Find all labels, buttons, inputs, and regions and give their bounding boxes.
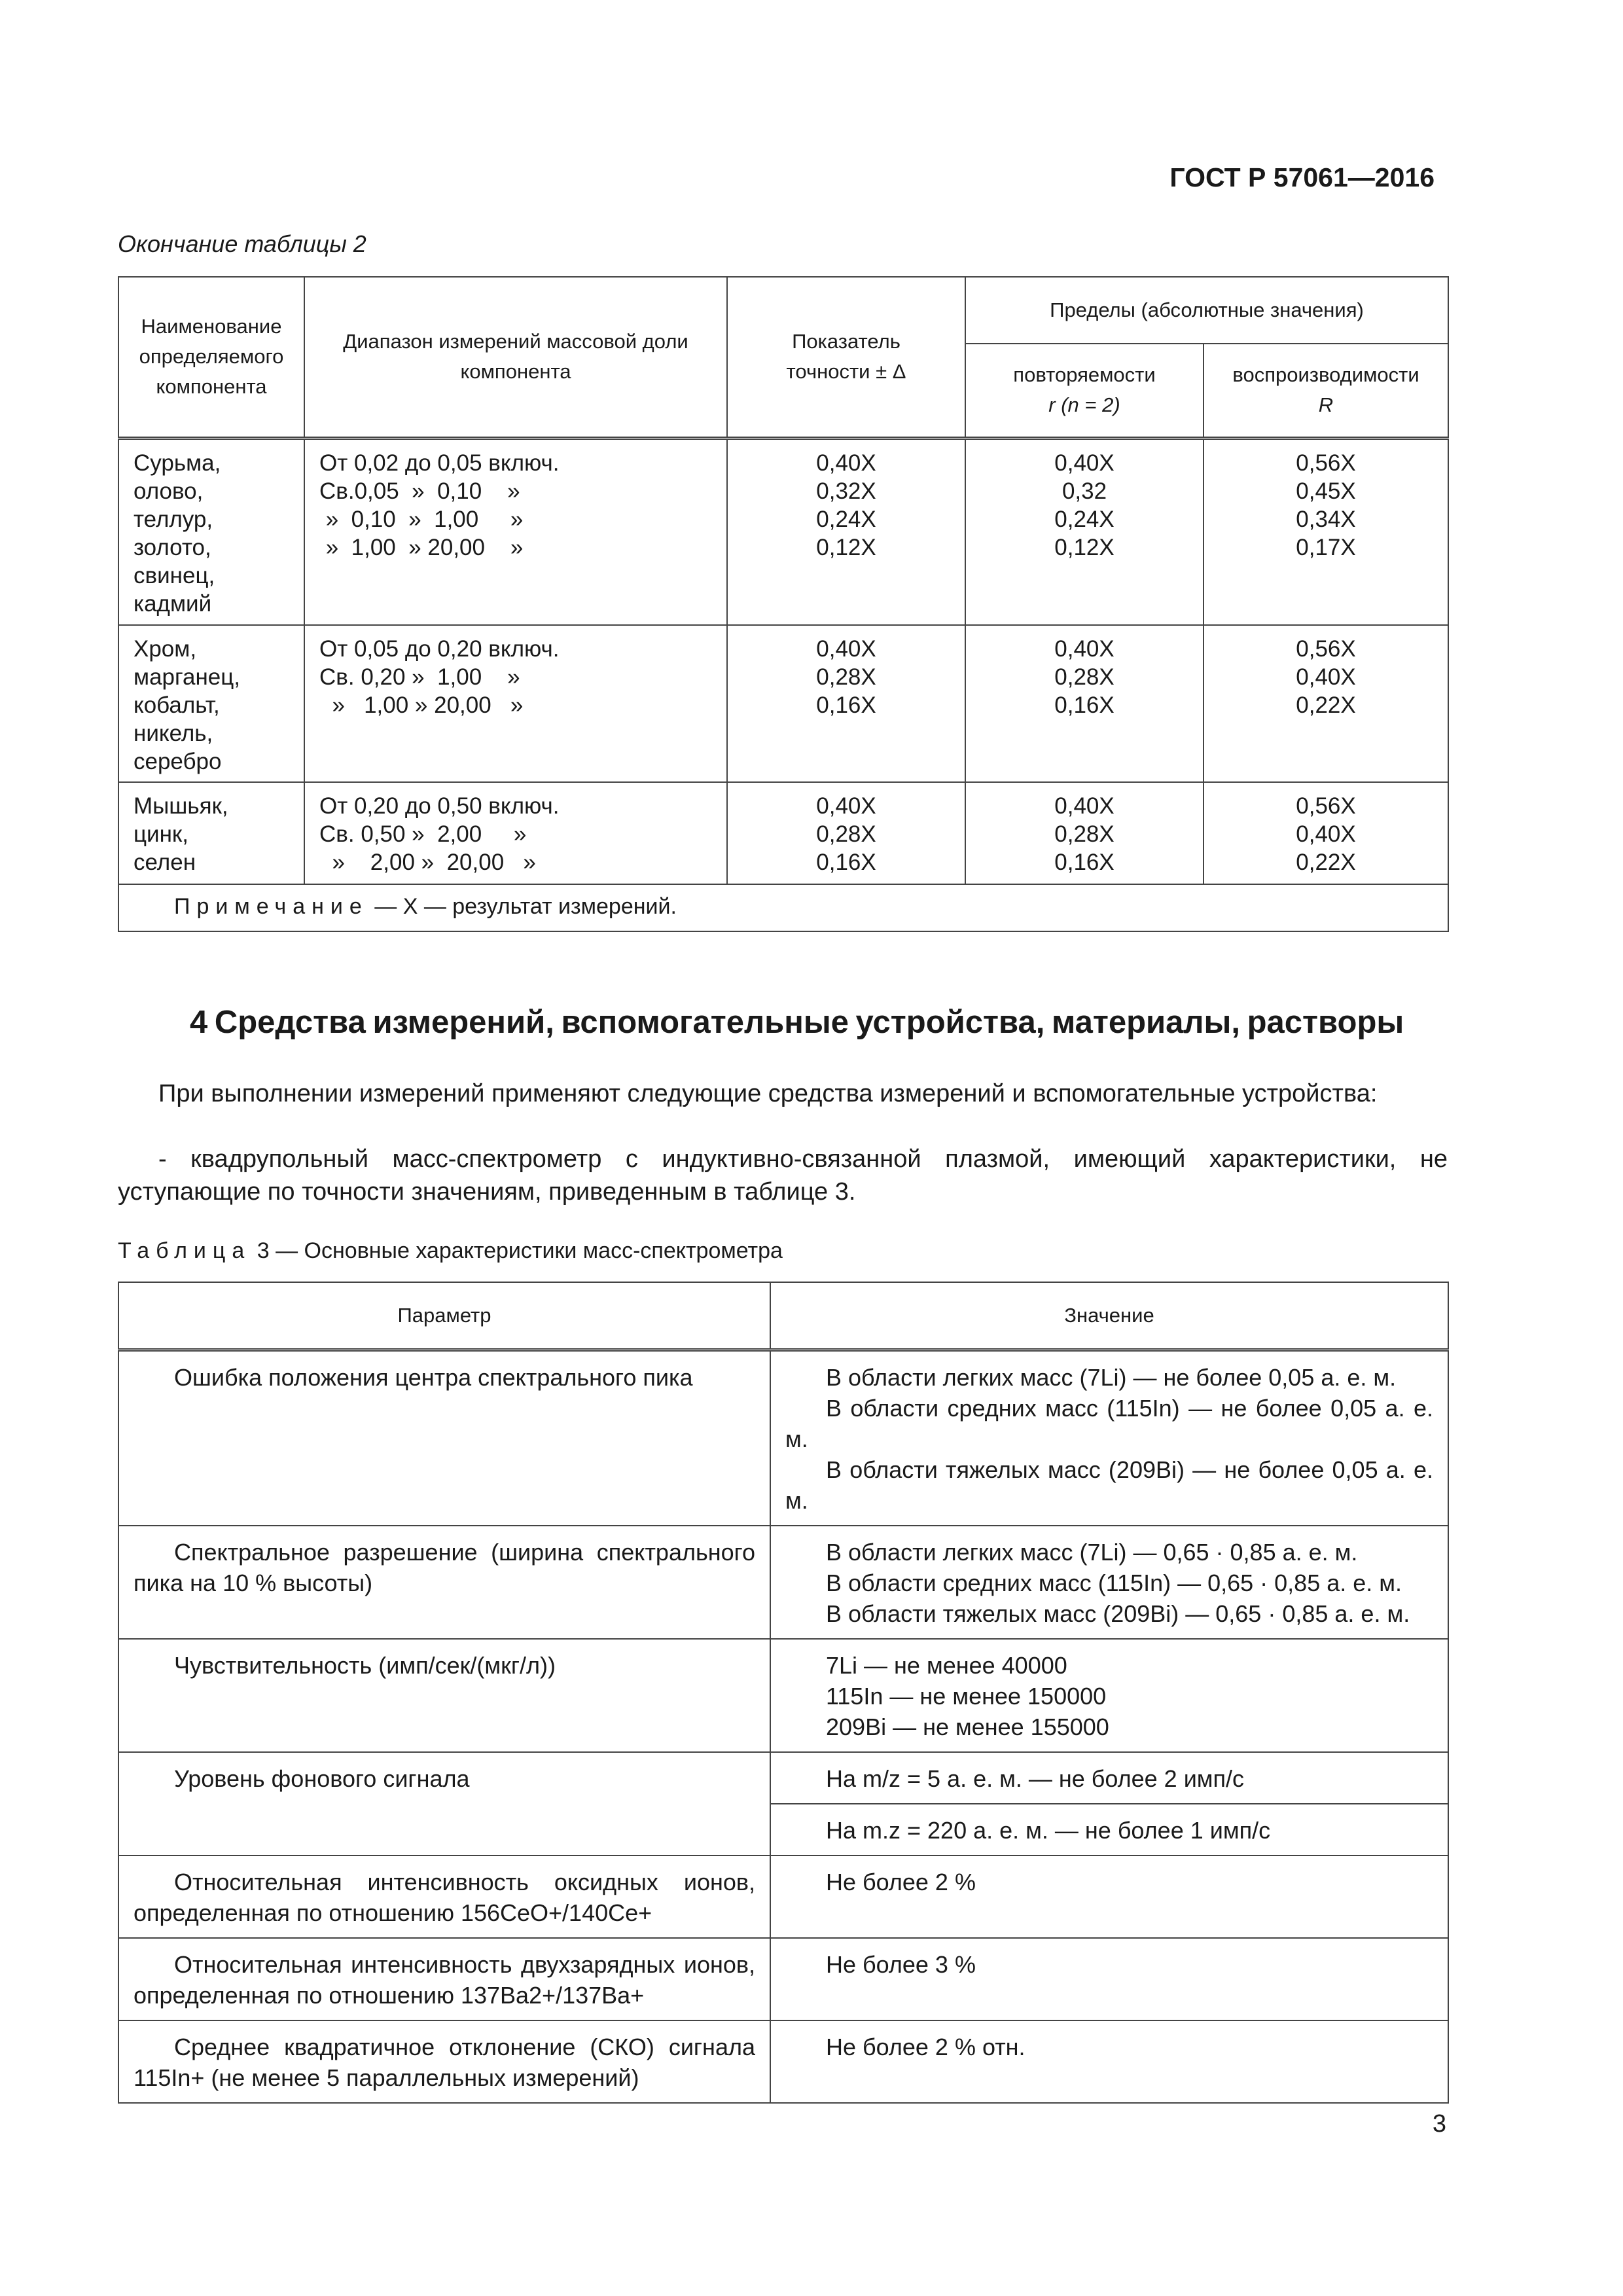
repeatability-cell: 0,40X 0,28X 0,16X bbox=[965, 782, 1204, 884]
range-cell: От 0,20 до 0,50 включ. Св. 0,50 » 2,00 » » 2,00 » 20,00 » bbox=[304, 782, 727, 884]
parameter-text: Среднее квадратичное отклонение (СКО) сигнала 115In+ (не менее 5 параллельных измерений) bbox=[134, 2034, 755, 2091]
accuracy-cell: 0,40X 0,28X 0,16X bbox=[727, 625, 965, 782]
value-cell: Не более 3 % bbox=[770, 1938, 1448, 2020]
value-line: В области тяжелых масс (209Bi) — не более 0,05 а. е. м. bbox=[785, 1456, 1433, 1514]
component-name-cell: Мышьяк, цинк, селен bbox=[118, 782, 304, 884]
table-row bbox=[118, 1752, 1448, 1804]
section-heading: 4 Средства измерений, вспомогательные устройства, материалы, растворы bbox=[190, 1005, 1404, 1040]
table-2 bbox=[118, 276, 1449, 932]
value-line: В области легких масс (7Li) — не более 0,05 а. е. м. bbox=[826, 1364, 1397, 1391]
parameter-text: Относительная интенсивность оксидных ионов, определенная по отношению 156CeO+/140Ce+ bbox=[134, 1869, 755, 1926]
reproducibility-symbol: R bbox=[1318, 393, 1334, 417]
parameter-text: Чувствительность (имп/сек/(мкг/л)) bbox=[174, 1652, 556, 1679]
repeatability-symbol: r (n = 2) bbox=[1048, 393, 1120, 417]
parameter-cell bbox=[118, 2020, 770, 2103]
paragraph bbox=[118, 1143, 1448, 1208]
note-label: Примечание bbox=[174, 894, 368, 919]
table-3 bbox=[118, 1282, 1449, 2104]
repeatability-cell: 0,40X 0,32 0,24X 0,12X bbox=[965, 438, 1204, 625]
repeatability-cell: 0,40X 0,28X 0,16X bbox=[965, 625, 1204, 782]
value-cell bbox=[770, 1639, 1448, 1752]
table-row bbox=[118, 1856, 1448, 1938]
table-row bbox=[118, 1639, 1448, 1752]
note-text: — X — результат измерений. bbox=[368, 894, 677, 919]
table-row bbox=[118, 1526, 1448, 1639]
parameter-text: Спектральное разрешение (ширина спектрального пика на 10 % высоты) bbox=[134, 1539, 755, 1596]
table-caption bbox=[118, 1238, 783, 1264]
parameter-text: Относительная интенсивность двухзарядных ионов, определенная по отношению 137Ba2+/137Ba+ bbox=[134, 1951, 755, 2009]
value-cell: На m/z = 5 а. е. м. — не более 2 имп/с bbox=[770, 1752, 1448, 1804]
caption-text: 3 — Основные характеристики масс-спектрометра bbox=[251, 1238, 783, 1263]
value-line: В области средних масс (115In) — 0,65 · 0,85 а. е. м. bbox=[826, 1570, 1402, 1596]
table-row bbox=[118, 625, 1448, 782]
parameter-cell bbox=[118, 1856, 770, 1938]
range-cell: От 0,05 до 0,20 включ. Св. 0,20 » 1,00 » » 1,00 » 20,00 » bbox=[304, 625, 727, 782]
parameter-text: Ошибка положения центра спектрального пика bbox=[174, 1364, 693, 1391]
paragraph-text: При выполнении измерений применяют следующие средства измерений и вспомогательные устройства: bbox=[158, 1080, 1378, 1107]
reproducibility-cell: 0,56X 0,40X 0,22X bbox=[1204, 782, 1448, 884]
value-cell bbox=[770, 1350, 1448, 1526]
value-line: 115In — не менее 150000 bbox=[826, 1683, 1107, 1710]
parameter-cell bbox=[118, 1350, 770, 1526]
header-parameter: Параметр bbox=[118, 1282, 770, 1350]
table-row bbox=[118, 2020, 1448, 2103]
header-component-name: Наименование определяемого компонента bbox=[118, 277, 304, 438]
page-number: 3 bbox=[1432, 2110, 1446, 2138]
header-limits: Пределы (абсолютные значения) bbox=[965, 277, 1448, 344]
table-row bbox=[118, 1938, 1448, 2020]
value-line: 7Li — не менее 40000 bbox=[826, 1652, 1067, 1679]
header-range: Диапазон измерений массовой доли компонента bbox=[304, 277, 727, 438]
paragraph-text: - квадрупольный масс-спектрометр с индуктивно-связанной плазмой, имеющий характеристики, не уступающие по точности значениям, приведенным в таблице 3. bbox=[118, 1145, 1448, 1206]
reproducibility-cell: 0,56X 0,45X 0,34X 0,17X bbox=[1204, 438, 1448, 625]
value-line: В области легких масс (7Li) — 0,65 · 0,85 а. е. м. bbox=[826, 1539, 1358, 1566]
table-row bbox=[118, 438, 1448, 625]
header-value: Значение bbox=[770, 1282, 1448, 1350]
header-repeatability bbox=[965, 344, 1204, 438]
value-line: 209Bi — не менее 155000 bbox=[826, 1713, 1109, 1740]
table-row bbox=[118, 782, 1448, 884]
caption-label: Таблица bbox=[118, 1238, 251, 1263]
reproducibility-cell: 0,56X 0,40X 0,22X bbox=[1204, 625, 1448, 782]
value-line: В области тяжелых масс (209Bi) — 0,65 · 0,85 а. е. м. bbox=[826, 1600, 1410, 1627]
parameter-cell bbox=[118, 1639, 770, 1752]
repeatability-label: повторяемости bbox=[1013, 363, 1156, 387]
table-row bbox=[118, 1350, 1448, 1526]
paragraph bbox=[118, 1077, 1448, 1110]
value-cell: Не более 2 % bbox=[770, 1856, 1448, 1938]
value-cell: Не более 2 % отн. bbox=[770, 2020, 1448, 2103]
header-accuracy: Показатель точности ± Δ bbox=[727, 277, 965, 438]
parameter-cell bbox=[118, 1938, 770, 2020]
value-cell: На m.z = 220 а. е. м. — не более 1 имп/с bbox=[770, 1804, 1448, 1856]
value-cell bbox=[770, 1526, 1448, 1639]
parameter-cell bbox=[118, 1752, 770, 1856]
table-note bbox=[118, 884, 1448, 931]
parameter-cell bbox=[118, 1526, 770, 1639]
component-name-cell: Хром, марганец, кобальт, никель, серебро bbox=[118, 625, 304, 782]
reproducibility-label: воспроизводимости bbox=[1232, 363, 1419, 387]
value-line: В области средних масс (115In) — не более 0,05 а. е. м. bbox=[785, 1395, 1433, 1452]
parameter-text: Уровень фонового сигнала bbox=[174, 1765, 470, 1792]
table-continuation-label: Окончание таблицы 2 bbox=[118, 230, 366, 257]
component-name-cell: Сурьма, олово, теллур, золото, свинец, кадмий bbox=[118, 438, 304, 625]
range-cell: От 0,02 до 0,05 включ. Св.0,05 » 0,10 » » 0,10 » 1,00 » » 1,00 » 20,00 » bbox=[304, 438, 727, 625]
accuracy-cell: 0,40X 0,28X 0,16X bbox=[727, 782, 965, 884]
standard-number: ГОСТ Р 57061—2016 bbox=[1169, 162, 1435, 192]
accuracy-cell: 0,40X 0,32X 0,24X 0,12X bbox=[727, 438, 965, 625]
header-reproducibility bbox=[1204, 344, 1448, 438]
